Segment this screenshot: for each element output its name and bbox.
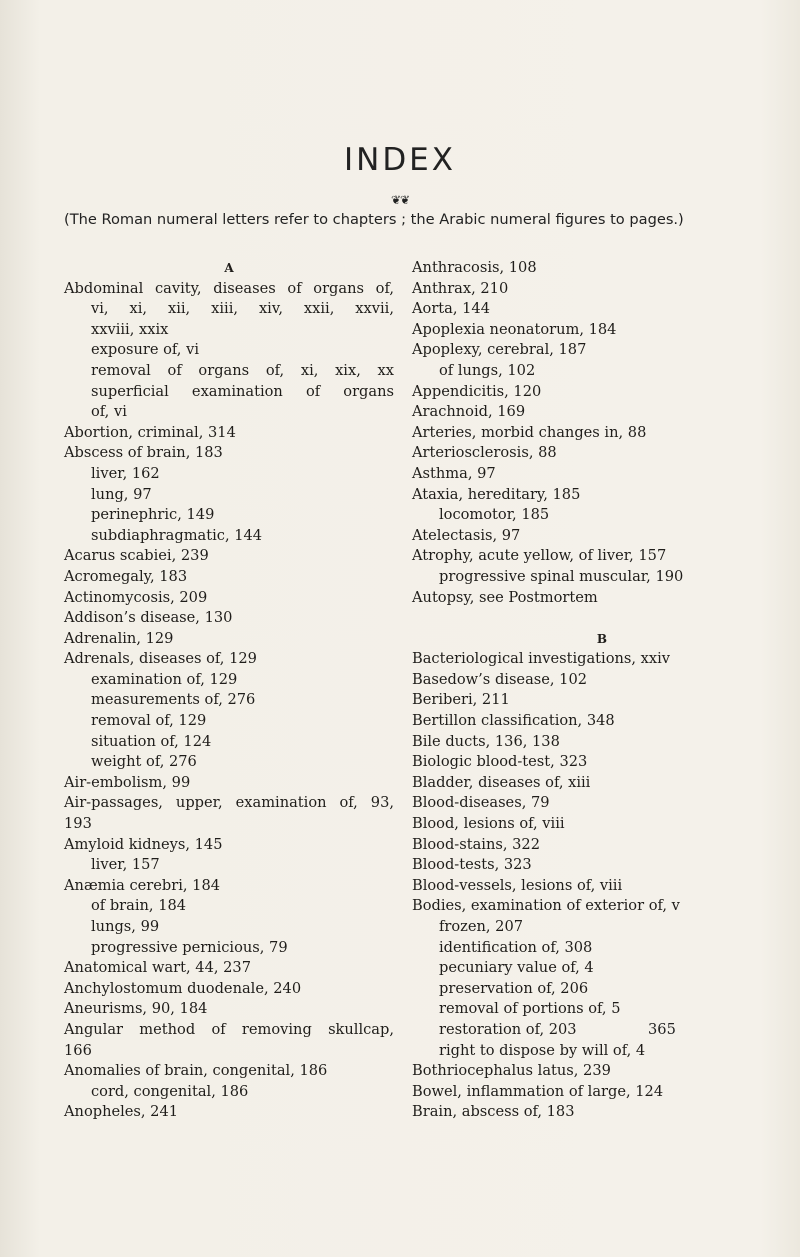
index-entry: Asthma, 97 <box>412 464 496 482</box>
index-entry: lungs, 99 <box>91 918 160 935</box>
index-entry: 166 <box>64 1041 92 1059</box>
index-entry: Amyloid kidneys, 145 <box>64 835 223 853</box>
index-entry: Abdominal cavity, diseases of organs of, <box>64 279 394 297</box>
index-entry: removal of organs of, xi, xix, xx <box>91 361 394 379</box>
index-entry: identification of, 308 <box>439 938 593 956</box>
index-entry: Anchylostomum duodenale, 240 <box>64 979 302 997</box>
index-entry: Aneurisms, 90, 184 <box>64 1000 208 1018</box>
index-entry: lung, 97 <box>91 485 152 503</box>
index-entry: perinephric, 149 <box>91 506 215 524</box>
page-number: 365 <box>648 1021 676 1038</box>
index-entry: pecuniary value of, 4 <box>439 959 594 977</box>
page-title: INDEX <box>343 142 457 178</box>
index-entry: Anomalies of brain, congenital, 186 <box>64 1062 328 1080</box>
section-letter: B <box>596 631 608 646</box>
index-entry: Bothriocephalus latus, 239 <box>412 1062 611 1080</box>
index-entry: Actinomycosis, 209 <box>64 588 208 606</box>
index-entry: Atelectasis, 97 <box>412 526 521 544</box>
index-entry: xxviii, xxix <box>91 320 169 338</box>
index-entry: Apoplexy, cerebral, 187 <box>412 341 587 359</box>
index-entry: Bacteriological investigations, xxiv <box>412 650 671 668</box>
index-entry: Ataxia, hereditary, 185 <box>412 485 581 503</box>
index-entry: exposure of, vi <box>91 341 199 359</box>
index-entry: Anthracosis, 108 <box>412 259 537 276</box>
index-entry: removal of portions of, 5 <box>439 1000 621 1018</box>
index-entry: Acromegaly, 183 <box>64 567 188 585</box>
section-gap <box>412 608 792 629</box>
index-entry: progressive spinal muscular, 190 <box>439 567 684 585</box>
index-entry: Arteriosclerosis, 88 <box>412 444 557 462</box>
index-column-left <box>64 258 394 1123</box>
index-note: (The Roman numeral letters refer to chapters ; the Arabic numeral figures to pages.) <box>64 211 684 228</box>
index-entry: Aorta, 144 <box>412 300 490 318</box>
index-entry: progressive pernicious, 79 <box>91 938 288 956</box>
index-entry: Abortion, criminal, 314 <box>64 423 236 441</box>
index-entry: Beriberi, 211 <box>412 691 510 709</box>
index-entry: weight of, 276 <box>91 753 197 771</box>
index-entry: frozen, 207 <box>439 918 524 935</box>
index-entry: Autopsy, see Postmortem <box>412 588 598 606</box>
ornament-icon: ❦❦ <box>390 193 410 207</box>
index-entry: liver, 157 <box>91 856 160 874</box>
index-entry: of brain, 184 <box>91 897 187 915</box>
index-entry: Anthrax, 210 <box>412 279 509 297</box>
index-entry: vi, xi, xii, xiii, xiv, xxii, xxvii, <box>91 300 394 318</box>
index-entry: Adrenals, diseases of, 129 <box>64 650 257 668</box>
index-entry: Bladder, diseases of, xiii <box>412 773 591 791</box>
index-entry: Blood-tests, 323 <box>412 856 532 874</box>
index-entry: Bile ducts, 136, 138 <box>412 732 560 750</box>
index-entry: Anopheles, 241 <box>64 1103 179 1121</box>
index-entry: of lungs, 102 <box>439 361 536 379</box>
section-letter: A <box>224 261 234 275</box>
index-entry: superficial examination of organs <box>91 382 394 400</box>
index-entry: of, vi <box>91 403 127 421</box>
index-entry: Arachnoid, 169 <box>412 403 526 421</box>
index-entry: locomotor, 185 <box>439 506 550 524</box>
index-entry: Blood, lesions of, viii <box>412 815 565 833</box>
index-entry: Basedow’s disease, 102 <box>412 670 588 688</box>
index-entry: preservation of, 206 <box>439 979 589 997</box>
index-entry: Appendicitis, 120 <box>412 382 542 400</box>
index-entry: cord, congenital, 186 <box>91 1082 249 1100</box>
index-entry: Acarus scabiei, 239 <box>64 547 209 565</box>
index-entry: Anæmia cerebri, 184 <box>64 876 221 894</box>
index-entry: Bertillon classification, 348 <box>412 712 615 730</box>
index-entry: liver, 162 <box>91 464 160 482</box>
index-entry: Arteries, morbid changes in, 88 <box>412 423 647 441</box>
index-entry: restoration of, 203 <box>439 1020 577 1038</box>
index-entry: subdiaphragmatic, 144 <box>91 526 263 544</box>
index-entry: Atrophy, acute yellow, of liver, 157 <box>412 547 667 565</box>
index-entry: Blood-vessels, lesions of, viii <box>412 876 623 894</box>
index-entry: Brain, abscess of, 183 <box>412 1103 575 1121</box>
index-entry: Air-passages, upper, examination of, 93, <box>64 794 394 812</box>
index-entry: Abscess of brain, 183 <box>64 444 223 462</box>
index-entry: Angular method of removing skullcap, <box>64 1020 394 1038</box>
index-entry: Air-embolism, 99 <box>64 773 191 791</box>
index-entry: measurements of, 276 <box>91 691 256 709</box>
index-entry: Addison’s disease, 130 <box>64 609 233 627</box>
index-entry: examination of, 129 <box>91 670 238 688</box>
index-entry: removal of, 129 <box>91 712 207 730</box>
index-entry: Adrenalin, 129 <box>64 629 174 647</box>
index-column-right <box>412 258 792 1123</box>
index-entry: Blood-diseases, 79 <box>412 794 550 812</box>
index-entry: Anatomical wart, 44, 237 <box>64 959 251 977</box>
index-entry: Apoplexia neonatorum, 184 <box>412 320 617 338</box>
index-entry: situation of, 124 <box>91 732 212 750</box>
index-entry: Biologic blood-test, 323 <box>412 753 588 771</box>
index-entry: Bodies, examination of exterior of, v <box>412 897 680 915</box>
index-entry: Bowel, inflammation of large, 124 <box>412 1082 664 1100</box>
index-entry: Blood-stains, 322 <box>412 835 540 853</box>
index-entry: right to dispose by will of, 4 <box>439 1041 646 1059</box>
index-entry: 193 <box>64 815 92 833</box>
